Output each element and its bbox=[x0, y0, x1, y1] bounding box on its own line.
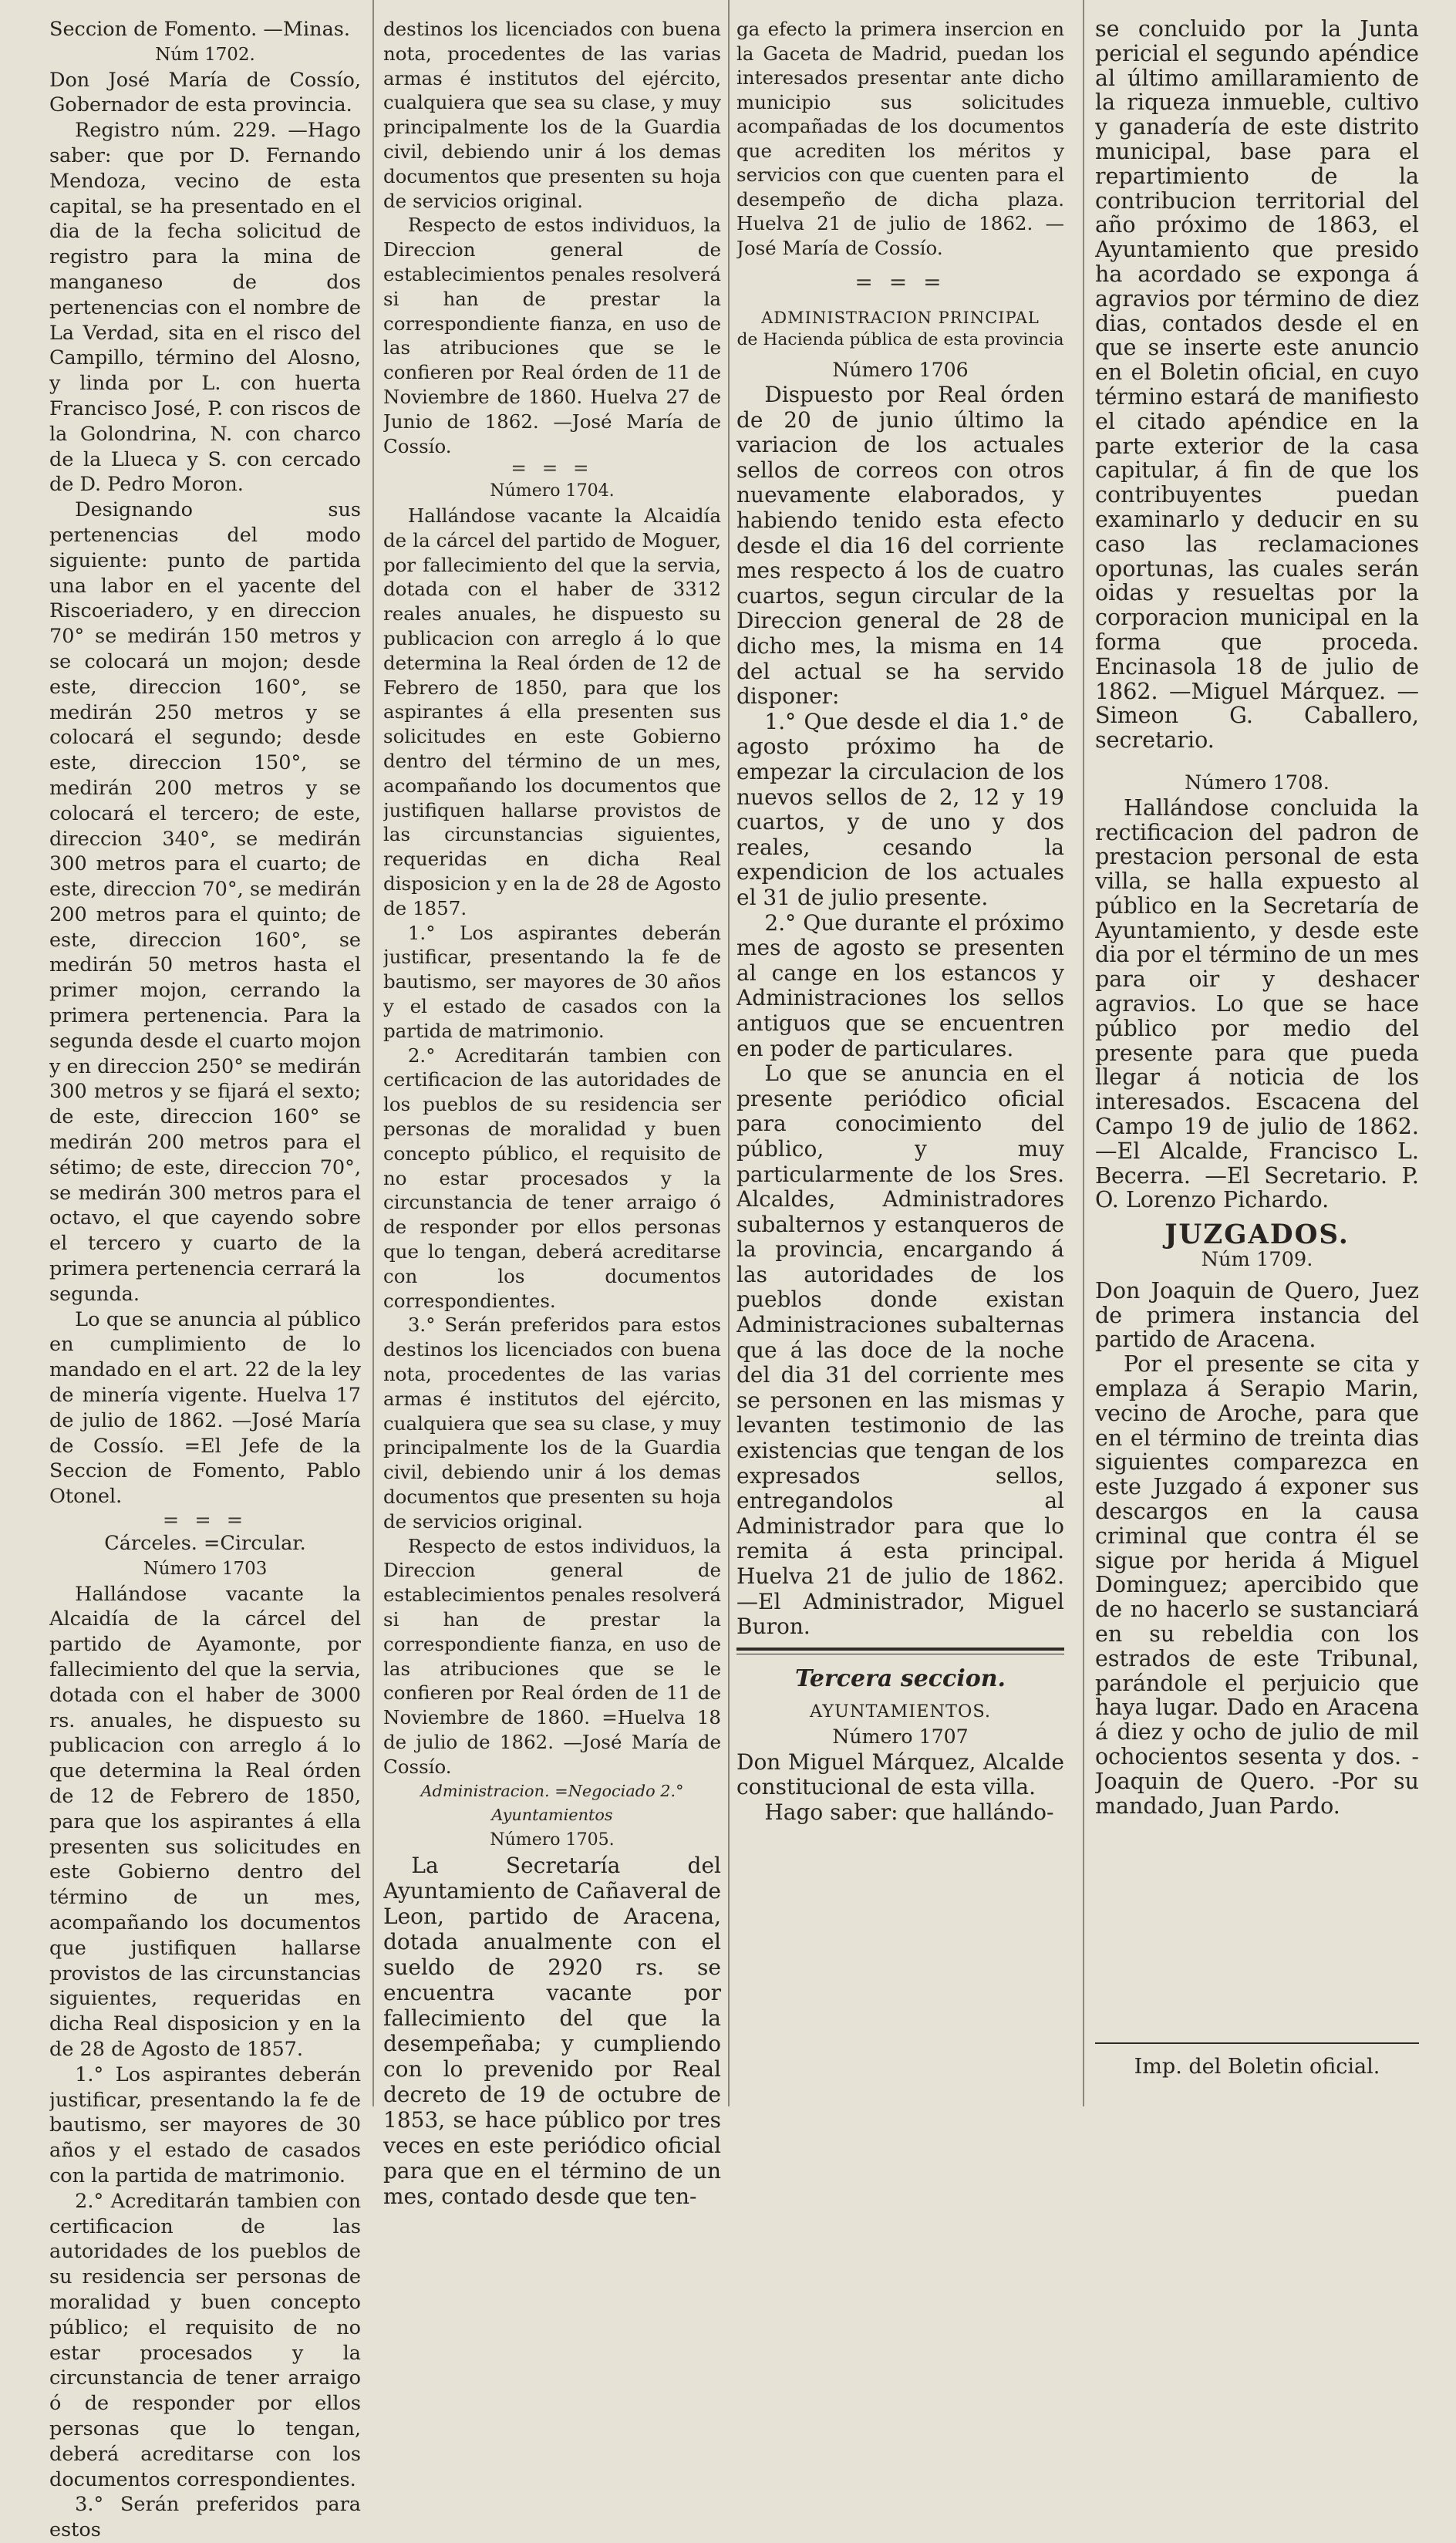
paragraph: Respecto de estos individuos, la Direccion general de establecimientos penales resolverá si han de prestar la correspondiente fianza, en uso de las atribuciones que se le confieren por Real órden de 11 de Noviembre de 1860. =Huelva 18 de julio de 1862. —José María de Cossío. bbox=[383, 1534, 721, 1778]
paragraph: Respecto de estos individuos, la Direccion general de establecimientos penales resolverá si han de prestar la correspondiente fianza, en uso de las atribuciones que se le confieren por Real órden de 11 de Noviembre de 1860. Huelva 27 de Junio de 1862. —José María de Cossío. bbox=[383, 214, 721, 457]
paragraph: 1.° Los aspirantes deberán justificar, presentando la fe de bautismo, ser mayores de 30 años y el estado de casados con la partida de matrimonio. bbox=[383, 921, 721, 1042]
divider: = = = bbox=[162, 1509, 248, 1533]
notice-heading: Don Joaquin de Quero, Juez de primera instancia del partido de Aracena. bbox=[1095, 1277, 1419, 1353]
section-subheading: Ayuntamientos bbox=[491, 1806, 613, 1825]
paragraph: ga efecto la primera insercion en la Gaceta de Madrid, puedan los interesados presentar ante dicho municipio sus solicitudes acompañadas de los documentos que acrediten los méritos y servicios con que cuenten para el desempeño de dicha plaza. Huelva 21 de julio de 1862. —José María de Cossío. bbox=[736, 18, 1064, 259]
paragraph: 2.° Acreditarán tambien con certificacion de las autoridades de los pueblos de su residencia ser personas de moralidad y buen concepto público; el requisito de no estar procesados y la circunstancia de tener arraigo ó de responder por ellos personas que lo tengan, deberá acreditarse con los documentos correspondientes. bbox=[49, 2189, 361, 2491]
notice-number: Núm 1702. bbox=[155, 44, 255, 65]
notice-number: Número 1705. bbox=[490, 1830, 615, 1850]
paragraph: Designando sus pertenencias del modo siguiente: punto de partida una labor en el yacente del Riscoeriadero, y en direccion 70° se medirán 150 metros y se colocará un mojon; desde este, direccion 160°, se medirán 250 metros y se colocará el segundo; desde este, direccion 150°, se medirán 200 metros y se colocará el tercero; de este, direccion 340°, se medirán 300 metros para el cuarto; de este, direccion 70°, se medirán 200 metros para el quinto; de este, direccion 160°, se medirán 50 metros hasta el primer mojon, cerrando la primera pertenencia. Para la segunda desde el cuarto mojon y en direccion 250° se medirán 300 metros y se fijará el sexto; de este, direccion 160° se medirán 200 metros para el sétimo; de este, direccion 70°, se medirán 300 metros para el octavo, el que cayendo sobre el tercero y cuarto de la primera pertenencia cerrará la segunda. bbox=[49, 498, 361, 1306]
paragraph: 1.° Los aspirantes deberán justificar, presentando la fe de bautismo, ser mayores de 30 años y el estado de casados con la partida de matrimonio. bbox=[49, 2062, 361, 2187]
section-heading: Administracion. =Negociado 2.° bbox=[420, 1781, 684, 1800]
paragraph: Hago saber: que hallándo- bbox=[764, 1799, 1054, 1825]
column-4 bbox=[1095, 17, 1419, 1818]
notice-heading: Don José María de Cossío, Gobernador de esta provincia. bbox=[49, 68, 361, 117]
notice-number: Núm 1709. bbox=[1201, 1248, 1313, 1272]
paragraph: Por el presente se cita y emplaza á Serapio Marin, vecino de Aroche, para que en el término de treinta dias siguientes comparezca en este Juzgado á exponer sus descargos en la causa criminal que contra él se sigue por herida á Miguel Dominguez; apercibido que de no hacerlo se sustanciará en su rebeldia con los estrados de este Tribunal, parándole el perjuicio que haya lugar. Dado en Aracena á diez y ocho de julio de mil ochocientos sesenta y dos. -Joaquin de Quero. -Por su mandado, Juan Pardo. bbox=[1095, 1351, 1419, 1819]
paragraph: Registro núm. 229. —Hago saber: que por D. Fernando Mendoza, vecino de esta capital, se ha presentado en el dia de la fecha solicitud de registro para la mina de manganeso de dos pertenencias con el nombre de La Verdad, sita en el risco del Campillo, término del Alosno, y linda por L. con huerta Francisco José, P. con riscos de la Golondrina, N. con charco de la Llueca y S. con cercado de D. Pedro Moron. bbox=[49, 119, 361, 497]
notice-number: Número 1706 bbox=[832, 358, 969, 381]
paragraph: Hallándose vacante la Alcaidía de la cárcel del partido de Ayamonte, por fallecimiento del que la servia, dotada con el haber de 3000 rs. anuales, he dispuesto su publicacion con arreglo á lo que determina la Real órden de 12 de Febrero de 1850, para que los aspirantes á ella presenten sus solicitudes en este Gobierno dentro del término de un mes, acompañando los documentos que justifiquen hallarse provistos de las circunstancias siguientes, requeridas en dicha Real disposicion y en la de 28 de Agosto de 1857. bbox=[49, 1582, 361, 2061]
section-subheading: de Hacienda pública de esta provincia bbox=[736, 330, 1064, 350]
printer-imprint: Imp. del Boletin oficial. bbox=[1095, 2042, 1419, 2079]
column-rule bbox=[1083, 0, 1084, 2106]
divider: = = = bbox=[854, 269, 946, 295]
column-1 bbox=[49, 17, 361, 2543]
paragraph: Dispuesto por Real órden de 20 de junio último la variacion de los actuales sellos de correos con otros nuevamente elaborados, y habiendo tenido esta efecto desde el dia 16 del corriente mes respecto á los de cuatro cuartos, segun circular de la Direccion general de 28 de dicho mes, la misma en 14 del actual se ha servido disponer: bbox=[736, 382, 1064, 710]
paragraph: 1.° Que desde el dia 1.° de agosto próximo ha de empezar la circulacion de los nuevos sellos de 2, 12 y 19 cuartos, y de uno y dos reales, cesando la expendicion de los actuales el 31 de julio presente. bbox=[736, 708, 1064, 910]
section-rule bbox=[736, 1648, 1064, 1651]
column-rule bbox=[372, 0, 374, 2106]
notice-heading: Don Miguel Márquez, Alcalde constitucional de esta villa. bbox=[736, 1749, 1064, 1800]
section-heading: Seccion de Fomento. —Minas. bbox=[49, 18, 350, 41]
column-rule bbox=[728, 0, 730, 2106]
paragraph: 2.° Que durante el próximo mes de agosto se presenten al cange en los estancos y Administraciones los sellos antiguos que se encuentren en poder de particulares. bbox=[736, 909, 1064, 1061]
section-title: Tercera seccion. bbox=[795, 1664, 1006, 1692]
section-heading: AYUNTAMIENTOS. bbox=[809, 1702, 992, 1722]
notice-number: Número 1707 bbox=[832, 1725, 969, 1748]
paragraph: 2.° Acreditarán tambien con certificacion de las autoridades de los pueblos de su residencia ser personas de moralidad y buen concepto público, el requisito de no estar procesados y la circunstancia de tener arraigo ó de responder por ellos personas que lo tengan, deberá acreditarse con los documentos correspondientes. bbox=[383, 1044, 721, 1312]
notice-number: Número 1708. bbox=[1185, 771, 1330, 794]
paragraph: Lo que se anuncia al público en cumplimiento de lo mandado en el art. 22 de la ley de minería vigente. Huelva 17 de julio de 1862. —José María de Cossío. =El Jefe de la Seccion de Fomento, Pablo Otonel. bbox=[49, 1307, 361, 1509]
paragraph: 3.° Serán preferidos para estos destinos los licenciados con buena nota, procedentes de las varias armas é institutos del ejército, cualquiera que sea su clase, y muy principalmente los de la Guardia civil, debiendo unir á los demas documentos que presenten su hoja de servicios original. bbox=[383, 1314, 721, 1533]
paragraph: se concluido por la Junta pericial el segundo apéndice al último amillaramiento de la riqueza inmueble, cultivo y ganadería de este distrito municipal, base para el repartimiento de la contribucion territorial del año próximo de 1863, el Ayuntamiento que presido ha acordado se exponga á agravios por término de diez dias, contados desde el en que se inserte este anuncio en el Boletin oficial, en cuyo término estará de manifiesto el citado apéndice en la parte exterior de la casa capitular, á fin de que los contribuyentes puedan examinarlo y deducir en su caso las reclamaciones oportunas, las cuales serán oidas y resueltas por la corporacion municipal en la forma que proceda. Encinasola 18 de julio de 1862. —Miguel Márquez. —Simeon G. Caballero, secretario. bbox=[1095, 17, 1419, 754]
paragraph: Lo que se anuncia en el presente periódico oficial para conocimiento del público, y muy particularmente de los Sres. Alcaldes, Administradores subalternos y estanqueros de la provincia, encargando á las autoridades de los pueblos donde existan Administraciones subalternas que á las doce de la noche del dia 31 del corriente mes se personen en las mismas y levanten testimonio de las existencias que tengan de los expresados sellos, entregandolos al Administrador para que lo remita á esta principal. Huelva 21 de julio de 1862. —El Administrador, Miguel Buron. bbox=[736, 1061, 1064, 1640]
notice-number: Número 1704. bbox=[490, 481, 615, 501]
section-heading: Cárceles. =Circular. bbox=[104, 1532, 306, 1556]
column-3 bbox=[736, 17, 1064, 1825]
notice-number: Número 1703 bbox=[143, 1558, 268, 1579]
section-heading: ADMINISTRACION PRINCIPAL bbox=[761, 308, 1040, 327]
paragraph: destinos los licenciados con buena nota, procedentes de las varias armas é institutos del ejército, cualquiera que sea su clase, y muy principalmente los de la Guardia civil, debiendo unir á los demas documentos que presenten su hoja de servicios original. bbox=[383, 18, 721, 212]
section-heading: JUZGADOS. bbox=[1164, 1219, 1350, 1251]
paragraph: Hallándose vacante la Alcaidía de la cárcel del partido de Moguer, por fallecimiento del que la servia, dotada con el haber de 3312 reales anuales, he dispuesto su publicacion con arreglo á lo que determina la Real órden de 12 de Febrero de 1850, para que los aspirantes á ella presenten sus solicitudes en este Gobierno dentro del término de un mes, acompañando los documentos que justifiquen hallarse provistos de las circunstancias siguientes, requeridas en dicha Real disposicion y en la de 28 de Agosto de 1857. bbox=[383, 504, 721, 919]
paragraph: La Secretaría del Ayuntamiento de Cañaveral de Leon, partido de Aracena, dotada anualmente con el sueldo de 2920 rs. se encuentra vacante por fallecimiento del que la desempeñaba; y cumpliendo con lo prevenido por Real decreto de 19 de octubre de 1853, se hace público por tres veces en este periódico oficial para que en el término de un mes, contado desde que ten- bbox=[383, 1852, 721, 2209]
column-2 bbox=[383, 17, 721, 2209]
paragraph: 3.° Serán preferidos para estos bbox=[49, 2493, 361, 2542]
paragraph: Hallándose concluida la rectificacion del padron de prestacion personal de esta villa, se halla expuesto al público en la Secretaría de Ayuntamiento, y desde este dia por el término de un mes para oir y deshacer agravios. Lo que se hace público por medio del presente para que pueda llegar á noticia de los interesados. Escacena del Campo 19 de julio de 1862. —El Alcalde, Francisco L. Becerra. —El Secretario. P. O. Lorenzo Pichardo. bbox=[1095, 794, 1419, 1213]
divider: = = = bbox=[511, 457, 594, 480]
